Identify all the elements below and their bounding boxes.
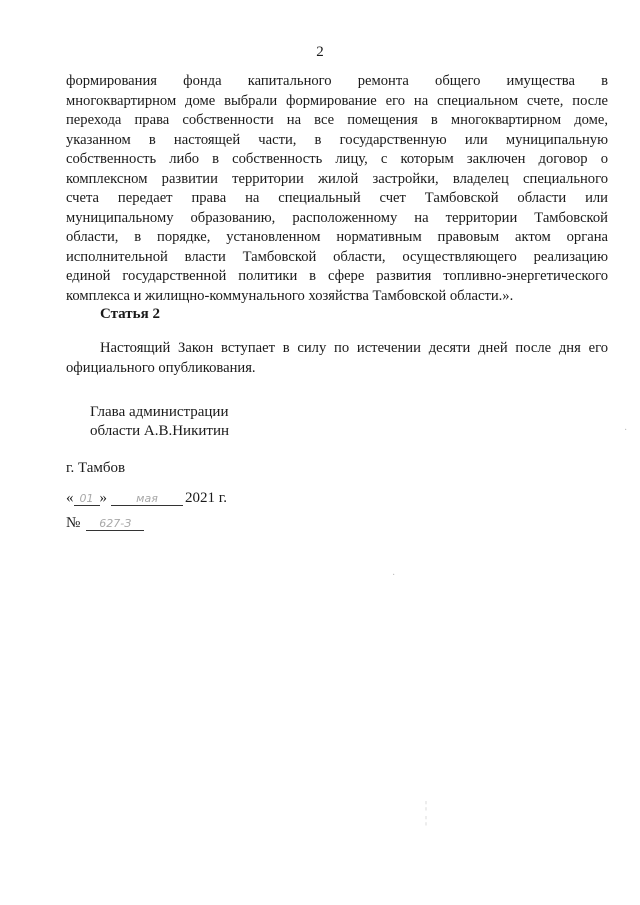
date-year: 2021 г. [185,490,227,506]
body-line: собственность либо в собственность лицу, с которым заключен договор о [66,151,608,167]
article-line: официального опубликования. [66,359,256,376]
article-title: Статья 2 [100,306,160,322]
body-line: указанном в настоящей части, в государственную или муниципальную [66,131,608,148]
body-line: муниципальному образованию, расположенному на территории Тамбовской [66,209,608,226]
number-sign: № [66,515,81,531]
signature-block [90,403,229,441]
date-open-quote: « [66,490,74,506]
date-month: мая [111,492,183,506]
page-number: 2 [316,44,324,60]
body-line: комплекса и жилищно-коммунального хозяйства Тамбовской области.». [66,287,514,304]
body-line: перехода права собственности на все помещения в многоквартирном доме, [66,112,608,128]
scan-speck: ¦ [425,815,428,826]
signatory-position: Глава администрации [90,404,229,420]
date-day: 01 [74,492,100,506]
document-number: 627-З [86,517,144,531]
article-text [66,339,608,378]
body-line: многоквартирном доме выбрали формирование его на специальном счете, после [66,92,608,109]
body-line: комплексном развитии территории жилой застройки, владелец специального [66,170,608,187]
scan-speck: · [392,570,396,581]
scan-speck: · [624,425,628,436]
article-line: Настоящий Закон вступает в силу по истечении десяти дней после дня его [100,340,608,356]
body-line: единой государственной политики в сфере развития топливно-энергетического [66,268,608,284]
body-paragraph [66,72,608,306]
place-of-signing: г. Тамбов [66,460,126,476]
body-line: области, в порядке, установленном нормативным правовым актом органа [66,229,608,245]
date-line [66,490,227,507]
body-line: счета передает права на специальный счет Тамбовской области или [66,190,608,206]
scan-speck: ¦ [425,800,428,811]
body-line: формирования фонда капитального ремонта общего имущества в [66,73,608,89]
body-line: исполнительной власти Тамбовской области, осуществляющего реализацию [66,248,608,265]
date-close-quote: » [99,490,107,506]
signatory-name: области А.В.Никитин [90,423,230,439]
document-number-line [66,515,144,532]
